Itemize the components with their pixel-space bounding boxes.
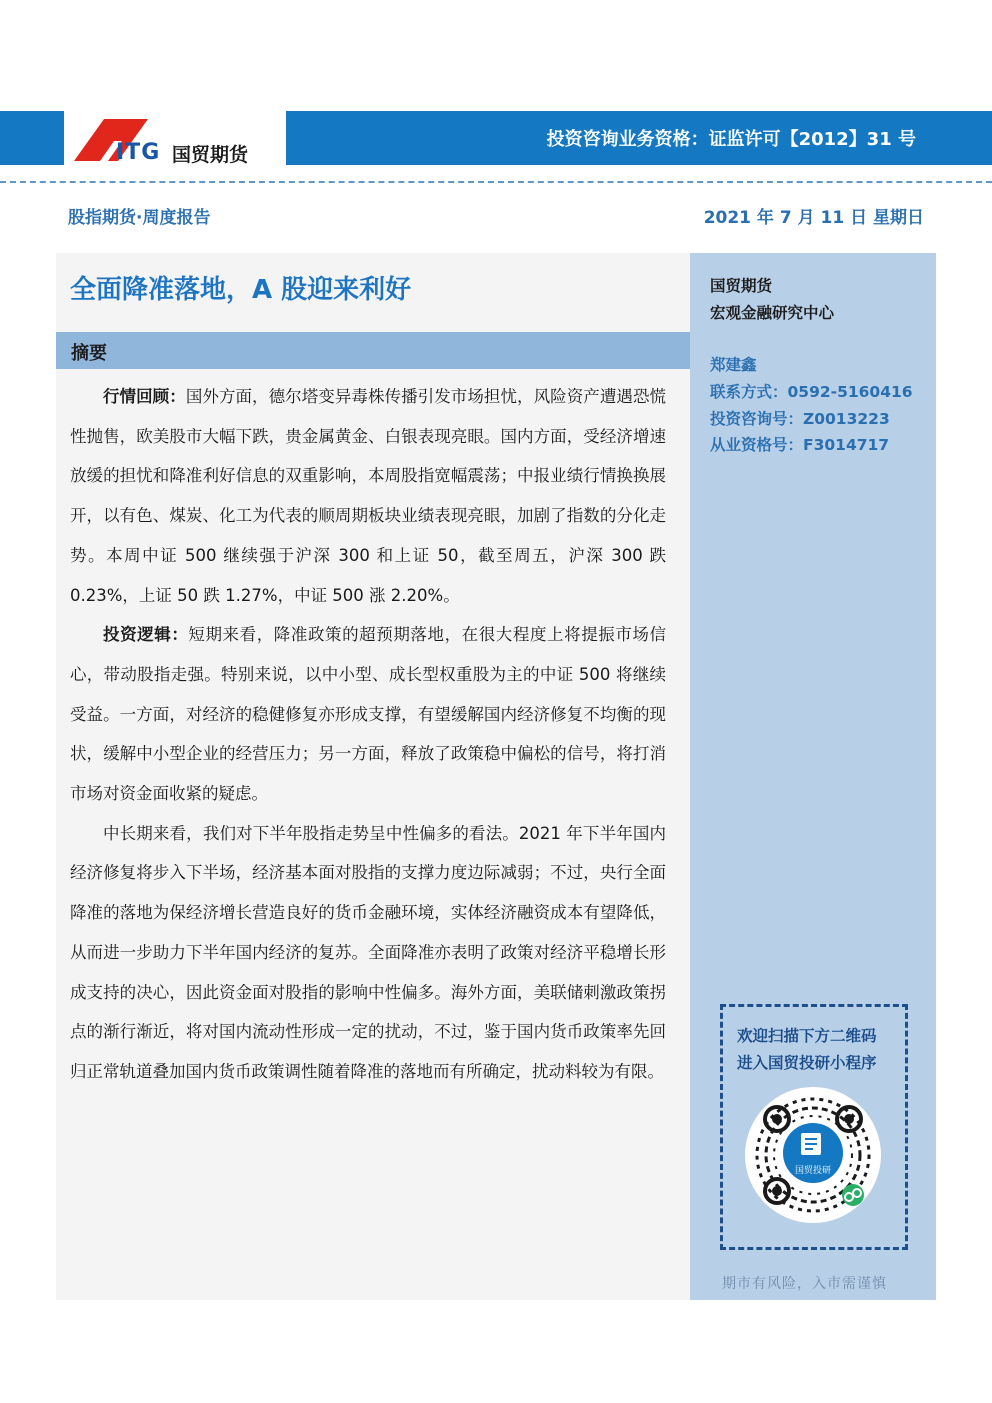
mini-program-qr-code[interactable]: [743, 1085, 883, 1225]
summary-label: 摘要: [71, 343, 107, 364]
license-text: 投资咨询业务资格：证监许可【2012】31 号: [546, 129, 916, 150]
qr-caption-line2: 进入国贸投研小程序: [737, 1054, 877, 1072]
analyst-contact: 联系方式：0592-5160416: [710, 383, 913, 401]
paragraph-text: 国外方面，德尔塔变异毒株传播引发市场担忧，风险资产遭遇恐慌性抛售，欧美股市大幅下跌，贵金属黄金、白银表现亮眼。国内方面，受经济增速放缓的担忧和降准利好信息的双重影响，本周股指宽幅震荡；中报业绩行情换换展开，以有色、煤炭、化工为代表的顺周期板块业绩表现亮眼，加剧了指数的分化走势。本周中证 500 继续强于沪深 300 和上证 50，截至周五，沪深 300 跌 0.23%，上证 50 跌 1.27%，中证 500 涨 2.20%。: [70, 387, 667, 605]
sidebar-dept: 宏观金融研究中心: [710, 304, 835, 322]
paragraph-text: 短期来看，降准政策的超预期落地，在很大程度上将提振市场信心，带动股指走强。特别来说，以中小型、成长型权重股为主的中证 500 将继续受益。一方面，对经济的稳健修复亦形成支撑，有望缓解国内经济修复不均衡的现状，缓解中小型企业的经营压力；另一方面，释放了政策稳中偏松的信号，将打消市场对资金面收紧的疑虑。: [70, 625, 666, 804]
sidebar-org: 国贸期货: [710, 277, 773, 295]
logo-company-name: 国贸期货: [172, 144, 249, 166]
summary-header: [56, 332, 690, 369]
paragraph-market-review: [70, 377, 666, 615]
risk-warning: 期市有风险，入市需谨慎: [722, 1276, 887, 1292]
qr-caption-line1: 欢迎扫描下方二维码: [737, 1027, 877, 1045]
paragraph-lead: 投资逻辑：: [103, 625, 189, 645]
analyst-qualification-no: 从业资格号：F3014717: [710, 436, 890, 454]
paragraph-outlook: [70, 814, 666, 1092]
sidebar: [690, 253, 936, 1300]
page-title: 全面降准落地，A 股迎来利好: [70, 275, 412, 305]
paragraph-lead: 行情回顾：: [103, 387, 186, 406]
qr-center-label: 国贸投研: [794, 1166, 832, 1176]
report-type: 股指期货·周度报告: [68, 208, 211, 228]
qr-promo-box: [720, 1004, 908, 1250]
company-logo: [64, 111, 286, 165]
paragraph-text: 中长期来看，我们对下半年股指走势呈中性偏多的看法。2021 年下半年国内经济修复将步入下半场，经济基本面对股指的支撑力度边际减弱；不过，央行全面降准的落地为保经济增长营造良好的货币金融环境，实体经济融资成本有望降低，从而进一步助力下半年国内经济的复苏。全面降准亦表明了政策对经济平稳增长形成支持的决心，因此资金面对股指的影响中性偏多。海外方面，美联储刺激政策拐点的渐行渐近，将对国内流动性形成一定的扰动，不过，鉴于国内货币政策率先回归正常轨道叠加国内货币政策调性随着降准的落地而有所确定，扰动料较为有限。: [70, 823, 666, 1081]
report-date: 2021 年 7 月 11 日 星期日: [703, 208, 924, 228]
header-divider: [0, 181, 992, 183]
header-accent-left: [0, 111, 64, 165]
analyst-advisory-no: 投资咨询号：Z0013223: [710, 410, 890, 428]
summary-body: [70, 377, 666, 1092]
main-panel: [56, 253, 690, 1300]
analyst-name: 郑建鑫: [710, 356, 757, 374]
logo-itg-text: ITG: [116, 140, 161, 165]
paragraph-investment-logic: [70, 615, 666, 814]
header-banner: [286, 111, 992, 165]
